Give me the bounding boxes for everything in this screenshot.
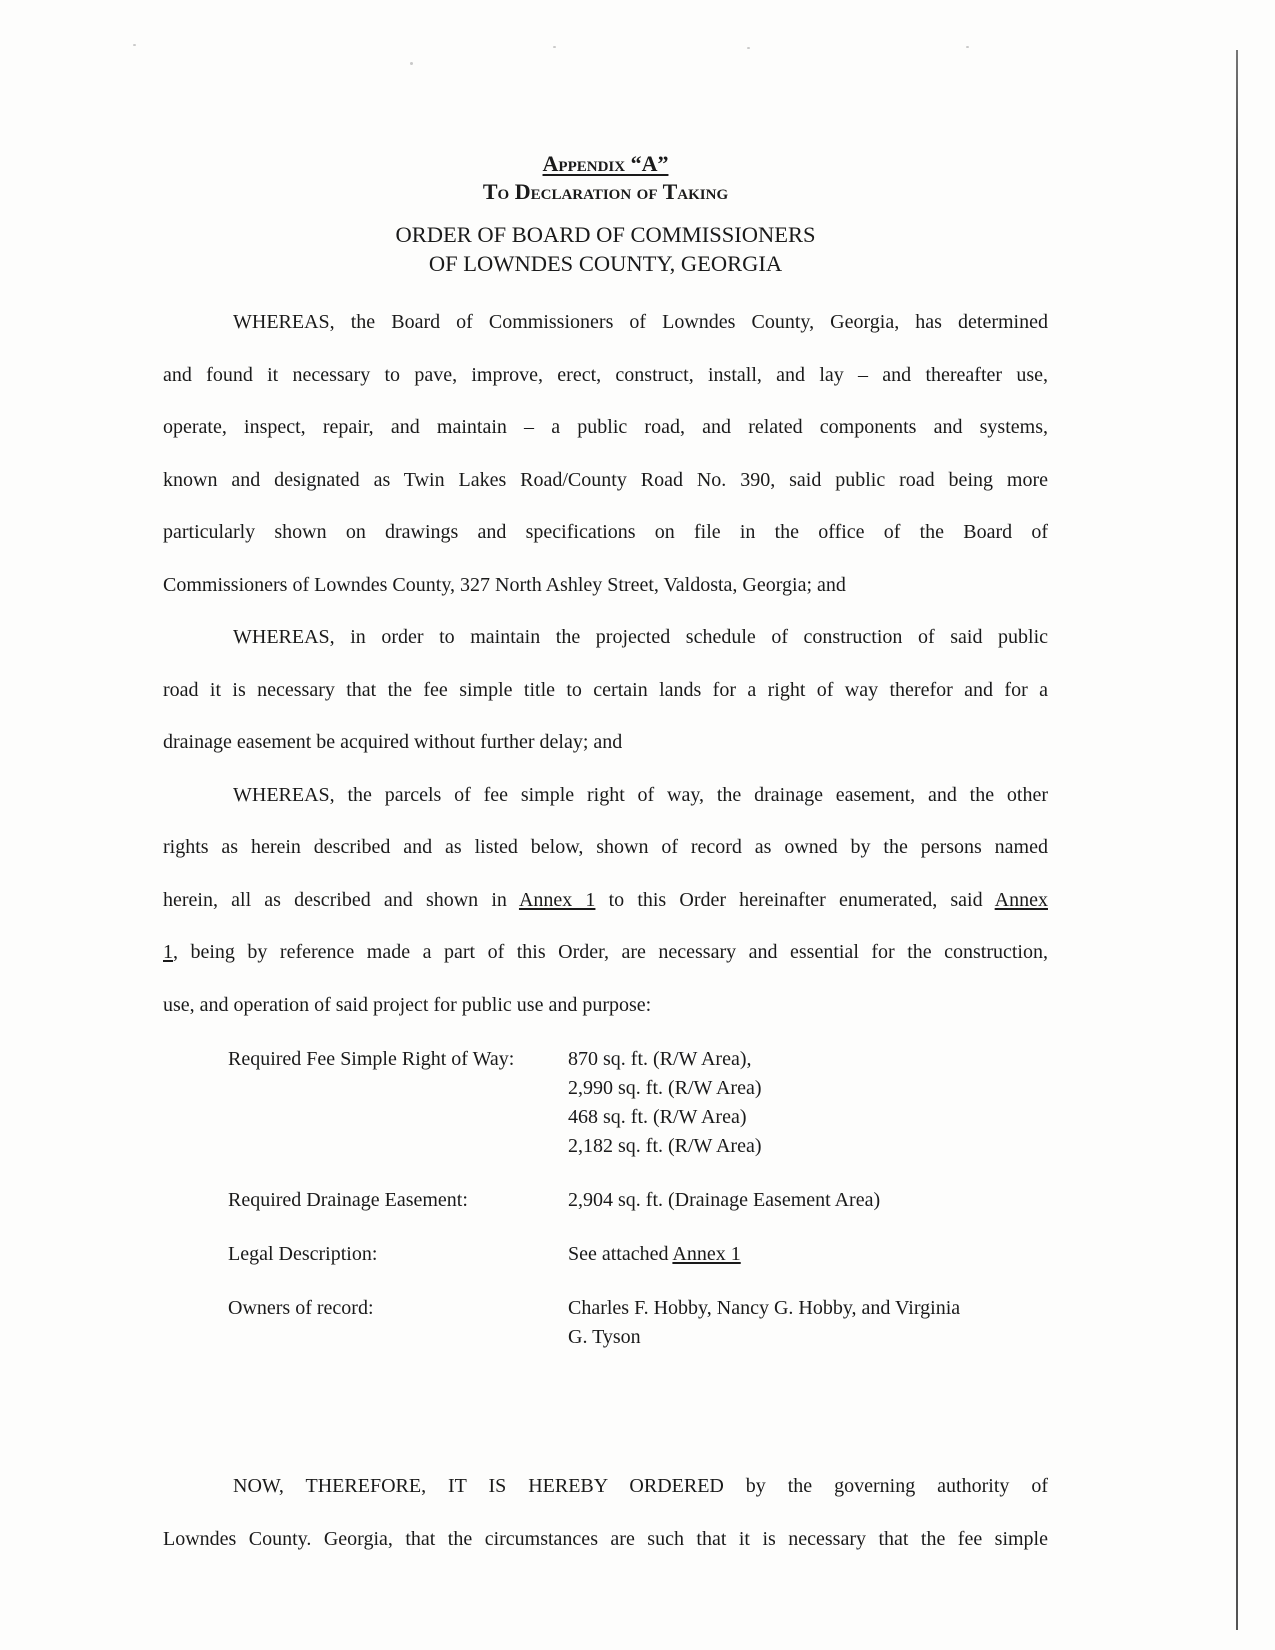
legal-value-text: See attached [568, 1243, 673, 1265]
scan-speck [966, 46, 969, 48]
appendix-title [163, 150, 1048, 178]
annex-reference: Annex [994, 888, 1048, 911]
scan-line-artifact [1236, 50, 1238, 1630]
p2-line2: road it is necessary that the fee simple title to certain lands for a right of way therefor and for a [163, 678, 1048, 701]
scan-speck [133, 44, 136, 46]
p2-line3: drainage easement be acquired without further delay; and [163, 731, 623, 753]
detail-row-drainage [163, 1186, 1048, 1215]
detail-label: Owners of record: [228, 1297, 374, 1319]
p3-line3-text: herein, all as described and shown in [163, 888, 519, 911]
p3-line3-text2: to this Order hereinafter enumerated, said [595, 888, 995, 911]
order-title-line1: ORDER OF BOARD OF COMMISSIONERS [395, 222, 816, 247]
declaration-subtitle: To Declaration of Taking [482, 179, 729, 204]
p3-line4-text: , being by reference made a part of this Order, are necessary and essential for the construction, [173, 941, 1048, 963]
annex-reference: Annex 1 [518, 888, 596, 911]
p3-line4 [163, 926, 1048, 979]
detail-label: Required Fee Simple Right of Way: [228, 1048, 515, 1070]
p3-line5: use, and operation of said project for public use and purpose: [163, 993, 652, 1016]
closing-paragraph [163, 1460, 1048, 1565]
detail-row-fee-simple [163, 1045, 1048, 1161]
scan-speck [747, 47, 750, 49]
order-title [163, 220, 1048, 278]
p1-line2: and found it necessary to pave, improve, erect, construct, install, and lay – and thereafter use, [163, 363, 1048, 386]
p2-line1: WHEREAS, in order to maintain the projected schedule of construction of said public [233, 626, 1048, 648]
p4-line1: NOW, THEREFORE, IT IS HEREBY ORDERED by the governing authority of [233, 1475, 1048, 1497]
document-body [163, 296, 1048, 1031]
order-title-line2: OF LOWNDES COUNTY, GEORGIA [428, 251, 783, 276]
document-header [163, 150, 1048, 278]
fee-area-3: 468 sq. ft. (R/W Area) [568, 1106, 747, 1128]
p1-line3: operate, inspect, repair, and maintain – a public road, and related components and systems, [163, 416, 1048, 438]
scan-speck [553, 46, 556, 48]
annex-reference: 1 [163, 941, 173, 963]
owners-line1: Charles F. Hobby, Nancy G. Hobby, and Virginia [568, 1297, 961, 1319]
detail-value: 2,904 sq. ft. (Drainage Easement Area) [568, 1189, 881, 1211]
fee-area-2: 2,990 sq. ft. (R/W Area) [568, 1077, 762, 1099]
p1-line5: particularly shown on drawings and specifications on file in the office of the Board of [163, 521, 1048, 543]
fee-area-1: 870 sq. ft. (R/W Area), [568, 1048, 752, 1070]
p4-line2: Lowndes County. Georgia, that the circumstances are such that it is necessary that the fee simple [163, 1527, 1048, 1550]
detail-value [568, 1240, 1048, 1269]
appendix-title-text: Appendix “A” [542, 151, 669, 176]
owners-line2: G. Tyson [568, 1326, 641, 1348]
details-list [163, 1045, 1048, 1352]
p3-line1: WHEREAS, the parcels of fee simple right of way, the drainage easement, and the other [233, 783, 1048, 806]
p3-line2: rights as herein described and as listed below, shown of record as owned by the persons named [163, 836, 1048, 858]
p1-line1: WHEREAS, the Board of Commissioners of Lowndes County, Georgia, has determined [233, 311, 1048, 333]
detail-row-legal [163, 1240, 1048, 1269]
detail-value [568, 1294, 1048, 1352]
p1-line6: Commissioners of Lowndes County, 327 North Ashley Street, Valdosta, Georgia; and [163, 573, 846, 596]
scan-speck [410, 62, 413, 65]
p3-line3 [163, 874, 1048, 927]
detail-label: Required Drainage Easement: [228, 1189, 468, 1211]
detail-label: Legal Description: [228, 1243, 378, 1265]
fee-area-4: 2,182 sq. ft. (R/W Area) [568, 1135, 762, 1157]
p1-line4: known and designated as Twin Lakes Road/County Road No. 390, said public road being more [163, 468, 1048, 491]
detail-value [568, 1045, 1048, 1161]
detail-row-owners [163, 1294, 1048, 1352]
annex-reference: Annex 1 [672, 1243, 741, 1265]
